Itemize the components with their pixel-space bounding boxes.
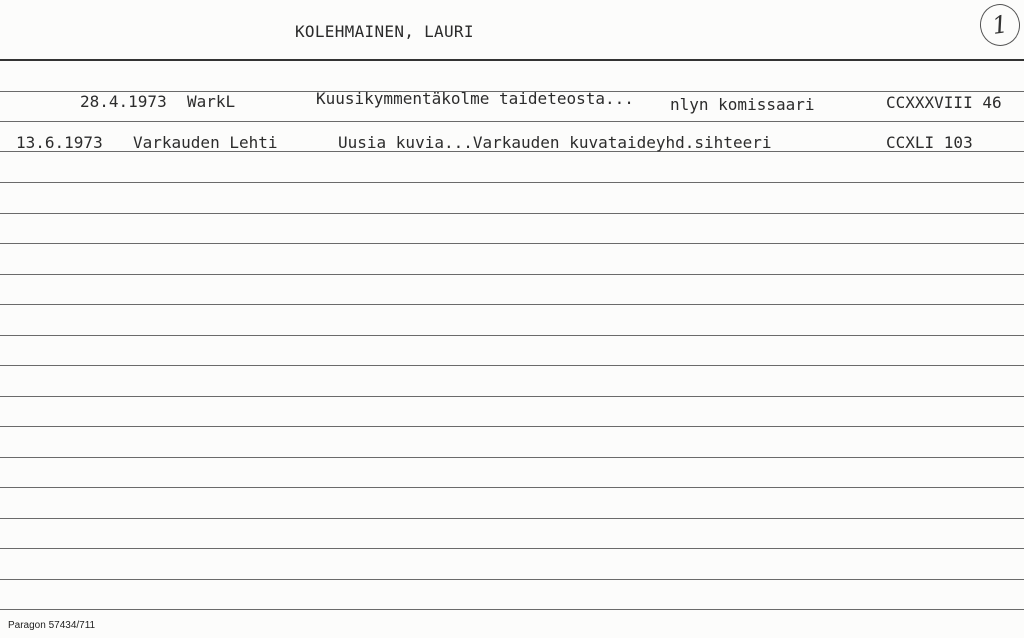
- ruled-line: [0, 182, 1024, 183]
- entry-source: WarkL: [187, 92, 236, 111]
- ruled-line: [0, 365, 1024, 366]
- card-number-circle: 1: [977, 1, 1022, 48]
- ruled-line: [0, 487, 1024, 488]
- ruled-line: [0, 335, 1024, 336]
- entry-date: 13.6.1973: [16, 133, 103, 152]
- header-rule: [0, 59, 1024, 61]
- entry-title-suffix: nlyn komissaari: [670, 95, 815, 114]
- card-heading: KOLEHMAINEN, LAURI: [295, 22, 474, 41]
- ruled-line: [0, 518, 1024, 519]
- ruled-line: [0, 213, 1024, 214]
- ruled-line: [0, 304, 1024, 305]
- ruled-line: [0, 548, 1024, 549]
- ruled-line: [0, 457, 1024, 458]
- entry-reference: CCXLI 103: [886, 133, 973, 152]
- entry-reference: CCXXXVIII 46: [886, 93, 1002, 112]
- ruled-line: [0, 243, 1024, 244]
- entry-date: 28.4.1973: [80, 92, 167, 111]
- ruled-line: [0, 609, 1024, 610]
- entry-title: Uusia kuvia...Varkauden kuvataideyhd.sihteeri: [338, 133, 772, 152]
- ruled-line: [0, 579, 1024, 580]
- entry-title: Kuusikymmentäkolme taideteosta...: [316, 89, 634, 108]
- ruled-line: [0, 426, 1024, 427]
- entry-source: Varkauden Lehti: [133, 133, 278, 152]
- ruled-line: [0, 121, 1024, 122]
- ruled-line: [0, 396, 1024, 397]
- print-code: Paragon 57434/711: [8, 620, 96, 631]
- ruled-line: [0, 274, 1024, 275]
